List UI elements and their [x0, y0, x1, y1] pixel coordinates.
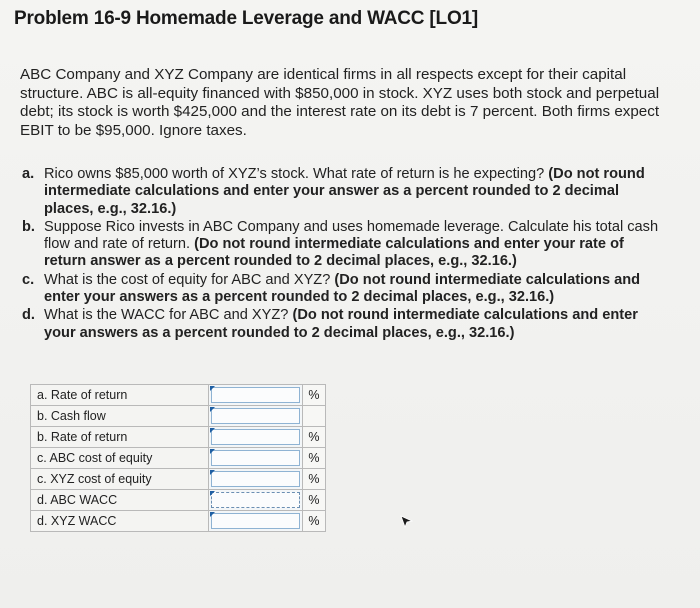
- answer-input-cell[interactable]: [209, 511, 303, 532]
- unit-label: %: [302, 490, 325, 511]
- answer-input[interactable]: [211, 471, 300, 487]
- question-text: What is the WACC for ABC and XYZ?: [44, 307, 289, 324]
- answer-input-cell[interactable]: [209, 427, 303, 448]
- question-text: Suppose Rico invests in ABC Company and uses homemade leverage. Calculate his total cash flow and rate of return.: [44, 218, 659, 253]
- unit-label: %: [302, 511, 325, 532]
- input-corner-marker: [210, 428, 215, 433]
- question-text: Rico owns $85,000 worth of XYZ’s stock. What rate of return is he expecting?: [44, 166, 545, 182]
- question-instruction: (Do not round intermediate calculations and enter your answers as a percent rounded to 2 decimal places, e.g., 32.16.): [44, 307, 638, 341]
- question-instruction: (Do not round intermediate calculations and enter your answer as a percent rounded to 2 decimal places, e.g., 32.16.): [44, 166, 645, 217]
- answer-input-cell[interactable]: [209, 490, 303, 511]
- answer-label: b. Cash flow: [31, 406, 209, 427]
- question-letter: b.: [22, 218, 35, 235]
- unit-label: %: [302, 448, 325, 469]
- question-instruction: (Do not round intermediate calculations and enter your rate of return answer as a percent rounded to 2 decimal places, e.g., 32.16.): [44, 236, 624, 270]
- mouse-cursor-icon: [400, 514, 414, 528]
- unit-label: %: [302, 427, 325, 448]
- question-letter: c.: [22, 271, 35, 288]
- answer-label: c. ABC cost of equity: [31, 448, 209, 469]
- input-corner-marker: [210, 491, 215, 496]
- answer-input-cell[interactable]: [209, 469, 303, 490]
- answer-input[interactable]: [211, 450, 300, 466]
- problem-title: Problem 16-9 Homemade Leverage and WACC [LO1]: [14, 8, 479, 29]
- input-corner-marker: [210, 512, 215, 517]
- answer-label: c. XYZ cost of equity: [31, 469, 209, 490]
- unit-label: %: [302, 385, 325, 406]
- answer-label: a. Rate of return: [31, 385, 209, 406]
- table-row: [31, 469, 326, 490]
- question-letter: a.: [22, 166, 35, 182]
- table-row: [31, 448, 326, 469]
- answer-label: b. Rate of return: [31, 427, 209, 448]
- answer-label: d. ABC WACC: [31, 490, 209, 511]
- answer-input-cell[interactable]: [209, 448, 303, 469]
- table-row: [31, 427, 326, 448]
- answer-table: [30, 384, 326, 532]
- answer-input-cell[interactable]: [209, 385, 303, 406]
- unit-label: %: [302, 469, 325, 490]
- answer-label: d. XYZ WACC: [31, 511, 209, 532]
- answer-input[interactable]: [211, 429, 300, 445]
- question-c: [22, 272, 662, 307]
- answer-input-cell[interactable]: [209, 406, 303, 427]
- answer-input[interactable]: [211, 513, 300, 529]
- question-d: [22, 307, 662, 342]
- answer-input[interactable]: [211, 492, 300, 508]
- input-corner-marker: [210, 407, 215, 412]
- question-a: [22, 166, 662, 218]
- question-text: What is the cost of equity for ABC and XYZ?: [44, 271, 331, 288]
- input-corner-marker: [210, 386, 215, 391]
- input-corner-marker: [210, 449, 215, 454]
- question-instruction: (Do not round intermediate calculations and enter your answers as a percent rounded to 2 decimal places, e.g., 32.16.): [44, 271, 641, 306]
- question-list: [22, 166, 662, 343]
- table-row: [31, 511, 326, 532]
- question-letter: d.: [22, 307, 35, 324]
- table-row: [31, 490, 326, 511]
- answer-input[interactable]: [211, 387, 300, 403]
- problem-intro: ABC Company and XYZ Company are identical firms in all respects except for their capital structure. ABC is all-equity financed with $850,000 in stock. XYZ uses both stock and perpetual debt; its stock is worth $425,000 and the interest rate on its debt is 7 percent. Both firms expect EBIT to be $95,000. Ignore taxes.: [20, 66, 660, 139]
- unit-label: [302, 406, 325, 427]
- table-row: [31, 385, 326, 406]
- answer-input[interactable]: [211, 408, 300, 424]
- question-b: [22, 219, 662, 271]
- table-row: [31, 406, 326, 427]
- input-corner-marker: [210, 470, 215, 475]
